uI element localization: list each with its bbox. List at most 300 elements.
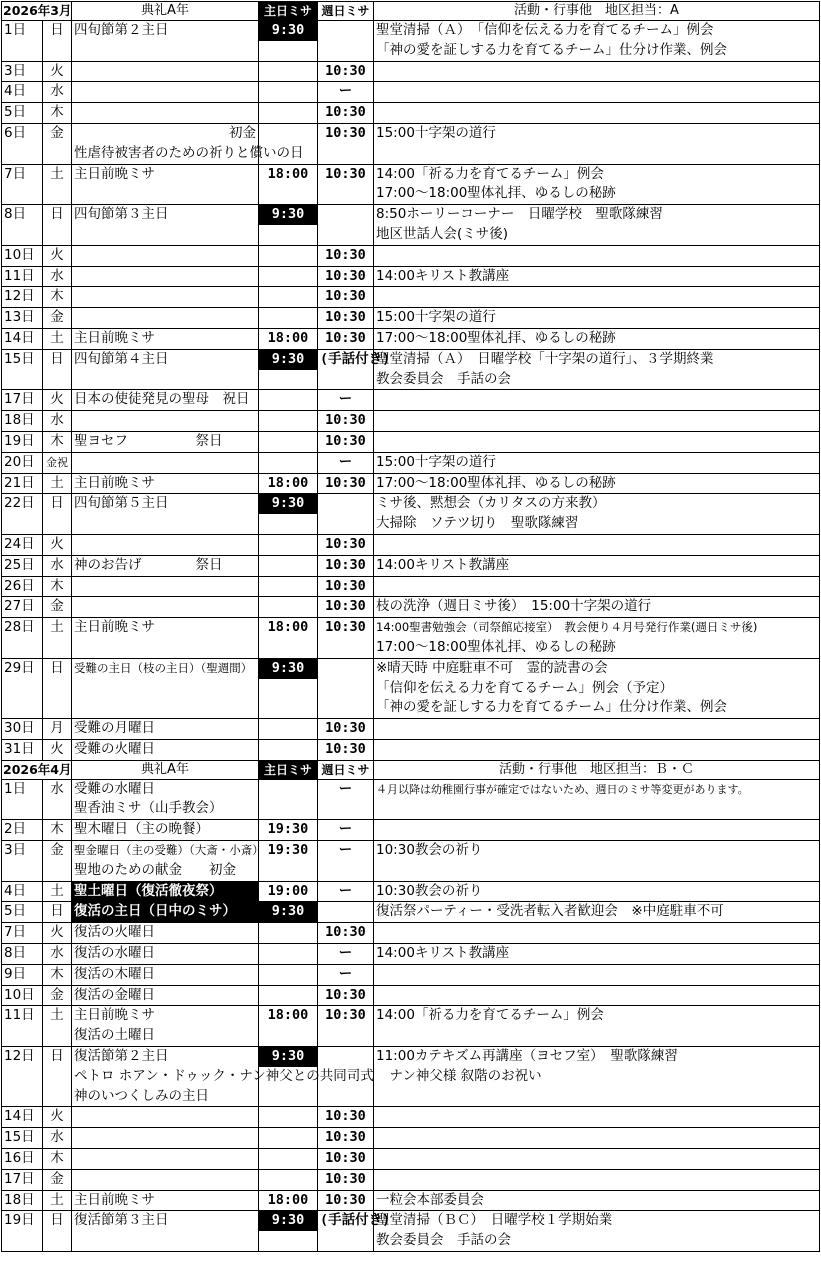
weekday-mass-time: 10:30 [318, 266, 374, 287]
date-cell: 7日 [2, 923, 43, 944]
date-cell: 17日 [2, 390, 43, 411]
date-cell: 20日 [2, 452, 43, 473]
activity-line [376, 577, 817, 597]
liturgy-line: 日本の使徒発見の聖母 祝日 [74, 391, 250, 408]
liturgy-cell [72, 534, 259, 555]
weekday-mass-time: 10:30 [318, 985, 374, 1006]
activity-line [376, 82, 817, 102]
activities-cell [374, 61, 820, 82]
liturgy-cell [72, 1190, 259, 1211]
sunday-mass-value [284, 1150, 292, 1166]
liturgy-cell [72, 390, 259, 411]
liturgy-line: 四旬節第３主日 [74, 206, 169, 223]
activity-line [376, 1128, 817, 1148]
activities-cell [374, 576, 820, 597]
activities-cell [374, 103, 820, 124]
sunday-mass-value [284, 125, 292, 141]
sunday-mass-value [284, 391, 292, 407]
activities-cell [374, 1149, 820, 1170]
sunday-mass-time [259, 555, 318, 576]
liturgy-cell [72, 881, 259, 902]
liturgy-cell [72, 1169, 259, 1190]
sunday-mass-value: 9:30 [259, 21, 317, 41]
activity-line: 聖堂清掃（ＢＣ） 日曜学校１学期始業 [376, 1212, 613, 1229]
weekday-cell: 土 [43, 1006, 72, 1047]
activity-line [376, 62, 817, 82]
sunday-mass-value: 18:00 [267, 1007, 309, 1024]
weekday-cell: 水 [43, 411, 72, 432]
weekday-cell: 金 [43, 841, 72, 882]
weekday-cell: 日 [43, 658, 72, 718]
weekday-mass-time: 10:30 [318, 1107, 374, 1128]
date-cell: 1日 [2, 779, 43, 820]
activity-line: 教会委員会 手話の会 [376, 370, 511, 387]
sunday-mass-value: 18:00 [267, 1191, 309, 1208]
activity-line: 8:50ホーリーコーナー 日曜学校 聖歌隊練習 [376, 206, 663, 223]
weekday-mass-time: ー [318, 881, 374, 902]
schedule-row [2, 739, 820, 760]
activities-cell [374, 597, 820, 618]
sunday-mass-value [284, 557, 292, 573]
date-cell: 15日 [2, 1128, 43, 1149]
activity-line: 14:00「祈る力を育てるチーム」例会 [376, 165, 604, 182]
activity-line: 14:00キリスト教講座 [376, 556, 510, 573]
date-cell: 3日 [2, 841, 43, 882]
sunday-mass-time [259, 411, 318, 432]
date-cell: 21日 [2, 473, 43, 494]
liturgy-cell [72, 452, 259, 473]
weekday-cell: 月 [43, 719, 72, 740]
sunday-mass-time [259, 881, 318, 902]
liturgy-line: 聖木曜日（主の晩餐） [74, 821, 209, 838]
weekday-mass-time: 10:30 [318, 308, 374, 329]
weekday-mass-time: 10:30 [318, 164, 374, 205]
date-cell: 14日 [2, 328, 43, 349]
schedule-row [2, 1047, 820, 1107]
weekday-cell: 木 [43, 964, 72, 985]
weekday-mass-time: 10:30 [318, 287, 374, 308]
activities-cell [374, 1128, 820, 1149]
activities-header: 活動・行事他 地区担当：A [374, 2, 820, 21]
schedule-row [2, 1211, 820, 1252]
liturgy-line: 復活節第３主日 [74, 1212, 169, 1229]
sunday-mass-time [259, 964, 318, 985]
date-cell: 25日 [2, 555, 43, 576]
liturgy-cell [72, 985, 259, 1006]
weekday-mass-time: ー [318, 452, 374, 473]
schedule-row [2, 328, 820, 349]
sunday-mass-value [284, 1129, 292, 1145]
sunday-mass-value: 9:30 [259, 350, 317, 370]
sunday-mass-time [259, 103, 318, 124]
sunday-mass-time [259, 452, 318, 473]
weekday-cell: 土 [43, 328, 72, 349]
date-cell: 3日 [2, 61, 43, 82]
sunday-mass-time [259, 287, 318, 308]
weekday-mass-time: ー [318, 779, 374, 820]
liturgy-cell [72, 494, 259, 535]
liturgy-cell [72, 473, 259, 494]
schedule-row [2, 473, 820, 494]
liturgy-cell [72, 902, 259, 923]
activity-line [376, 432, 817, 452]
weekday-mass-time: 10:30 [318, 1169, 374, 1190]
activities-cell [374, 534, 820, 555]
liturgy-line [74, 453, 256, 473]
activities-cell [374, 923, 820, 944]
schedule-row [2, 923, 820, 944]
liturgy-line: 主日前晩ミサ [74, 165, 155, 182]
schedule-row [2, 658, 820, 718]
liturgy-cell [72, 618, 259, 659]
weekday-cell: 火 [43, 534, 72, 555]
sunday-mass-value [284, 1108, 292, 1124]
date-cell: 29日 [2, 658, 43, 718]
schedule-row [2, 103, 820, 124]
activity-line: 「神の愛を証しする力を育てるチーム」仕分け作業、例会 [376, 41, 727, 58]
liturgy-cell [72, 21, 259, 62]
activity-line: 17:00～18:00聖体礼拝、ゆるしの秘跡 [376, 185, 616, 202]
liturgy-cell [72, 308, 259, 329]
weekday-cell: 木 [43, 103, 72, 124]
activity-line [376, 923, 817, 943]
weekday-mass-header: 週日ミサ [318, 2, 374, 21]
activities-cell [374, 985, 820, 1006]
activity-line [376, 390, 817, 410]
sunday-mass-time [259, 820, 318, 841]
schedule-row [2, 779, 820, 820]
schedule-row [2, 390, 820, 411]
activity-line [376, 411, 817, 431]
liturgy-line [74, 535, 256, 555]
activity-line: 17:00～18:00聖体礼拝、ゆるしの秘跡 [376, 329, 616, 346]
liturgy-cell [72, 123, 304, 164]
liturgy-cell [72, 328, 259, 349]
liturgy-cell [72, 739, 259, 760]
weekday-mass-time: 10:30 [318, 411, 374, 432]
liturgy-line: 聖香油ミサ（山手教会） [74, 800, 223, 817]
liturgy-cell [72, 555, 259, 576]
liturgy-line: 初金 [229, 124, 256, 141]
sunday-mass-value [284, 598, 292, 614]
liturgy-cell [72, 287, 259, 308]
sunday-mass-value [284, 924, 292, 940]
weekday-cell: 水 [43, 944, 72, 965]
weekday-cell: 金 [43, 597, 72, 618]
date-cell: 30日 [2, 719, 43, 740]
schedule-row [2, 245, 820, 266]
activity-line: 「神の愛を証しする力を育てるチーム」仕分け作業、例会 [376, 699, 727, 716]
activity-line: 一粒会本部委員会 [376, 1191, 484, 1208]
date-cell: 13日 [2, 308, 43, 329]
liturgy-cell [72, 944, 259, 965]
activity-line: 復活祭パーティー・受洗者転入者歓迎会 ※中庭駐車不可 [376, 903, 724, 920]
activities-cell [374, 494, 820, 535]
weekday-cell: 水 [43, 82, 72, 103]
sunday-mass-value [284, 966, 292, 982]
liturgical-year-header: 典礼A年 [72, 2, 259, 21]
activity-line: 10:30教会の祈り [376, 842, 483, 859]
activities-cell [374, 349, 820, 390]
date-cell: 28日 [2, 618, 43, 659]
liturgy-cell [72, 1006, 259, 1047]
date-cell: 9日 [2, 964, 43, 985]
date-cell: 1日 [2, 21, 43, 62]
date-cell: 11日 [2, 266, 43, 287]
liturgy-line: 受難の水曜日 [74, 780, 155, 797]
weekday-mass-time: 10:30 [318, 123, 374, 164]
schedule-row [2, 431, 820, 452]
activities-cell [374, 452, 820, 473]
date-cell: 19日 [2, 1211, 43, 1252]
activity-line [376, 246, 817, 266]
liturgy-line: 受難の主日（枝の主日）（聖週間） [74, 660, 253, 675]
sunday-mass-value [284, 741, 292, 757]
liturgy-line [74, 577, 256, 597]
weekday-cell: 土 [43, 618, 72, 659]
liturgy-line [74, 287, 256, 307]
activity-line [376, 103, 817, 123]
date-cell: 14日 [2, 1107, 43, 1128]
activity-line: 地区世話人会(ミサ後) [376, 225, 509, 242]
activities-cell [374, 739, 820, 760]
sunday-mass-time [259, 739, 318, 760]
liturgy-line: 聖土曜日（復活徹夜祭） [72, 882, 258, 902]
weekday-cell: 日 [43, 205, 72, 246]
activities-cell [374, 390, 820, 411]
sunday-mass-value: 9:30 [259, 205, 317, 225]
weekday-mass-time [318, 205, 374, 246]
activities-cell [374, 881, 820, 902]
weekday-mass-time: ー [318, 964, 374, 985]
weekday-mass-time: (手話付き) [318, 349, 374, 390]
liturgy-line: 四旬節第２主日 [74, 22, 169, 38]
activity-line: 大掃除 ソテツ切り 聖歌隊練習 [376, 515, 579, 532]
sunday-mass-value [284, 578, 292, 594]
date-cell: 27日 [2, 597, 43, 618]
weekday-mass-time: 10:30 [318, 1006, 374, 1047]
weekday-cell: 金 [43, 985, 72, 1006]
sunday-mass-value [284, 536, 292, 552]
schedule-row [2, 820, 820, 841]
liturgy-line: 四旬節第５主日 [74, 495, 169, 512]
weekday-cell: 木 [43, 431, 72, 452]
sunday-mass-time [259, 985, 318, 1006]
weekday-cell: 日 [43, 349, 72, 390]
liturgy-line: 神のいつくしみの主日 [74, 1087, 209, 1104]
liturgy-line: 復活の土曜日 [74, 1027, 155, 1044]
liturgy-line [74, 597, 256, 617]
schedule-row [2, 1128, 820, 1149]
date-cell: 18日 [2, 1190, 43, 1211]
activities-cell [374, 1190, 820, 1211]
activity-line: 「信仰を伝える力を育てるチーム」例会（予定） [376, 679, 673, 696]
liturgy-line: 四旬節第４主日 [74, 350, 169, 367]
weekday-mass-time: ー [318, 390, 374, 411]
activity-line [376, 1107, 817, 1127]
sunday-mass-header: 主日ミサ [259, 2, 318, 21]
sunday-mass-value [284, 781, 292, 797]
month-label: 2026年3月 [2, 2, 72, 21]
weekday-cell: 金 [43, 1169, 72, 1190]
date-cell: 22日 [2, 494, 43, 535]
schedule-row [2, 964, 820, 985]
schedule-row [2, 205, 820, 246]
liturgy-line: 神のお告げ 祭日 [74, 556, 223, 573]
sunday-mass-value: 19:00 [267, 882, 309, 899]
schedule-row [2, 494, 820, 535]
sunday-mass-time [259, 576, 318, 597]
schedule-row [2, 555, 820, 576]
sunday-mass-time [259, 1169, 318, 1190]
schedule-row [2, 82, 820, 103]
liturgy-line [74, 246, 256, 266]
liturgy-line: 復活節第２主日 [74, 1048, 169, 1065]
activities-cell [374, 266, 820, 287]
activities-cell [374, 123, 820, 164]
liturgy-line: 復活の水曜日 [74, 945, 155, 962]
weekday-mass-time: ー [318, 820, 374, 841]
march-section [2, 2, 820, 761]
liturgy-line: 復活の主日（日中のミサ） [72, 902, 258, 922]
date-cell: 12日 [2, 287, 43, 308]
liturgy-line [74, 1107, 256, 1127]
date-cell: 10日 [2, 245, 43, 266]
date-cell: 11日 [2, 1006, 43, 1047]
activity-line: 17:00～18:00聖体礼拝、ゆるしの秘跡 [376, 638, 616, 655]
activity-line: 14:00聖書勉強会（司祭館応接室） 教会便り４月号発行作業(週日ミサ後) [376, 620, 758, 635]
schedule-row [2, 1107, 820, 1128]
schedule-row [2, 719, 820, 740]
sunday-mass-value [284, 1171, 292, 1187]
sunday-mass-time [259, 618, 318, 659]
schedule-row [2, 349, 820, 390]
schedule-row [2, 597, 820, 618]
sunday-mass-time [259, 245, 318, 266]
sunday-mass-time [259, 1149, 318, 1170]
activity-line [376, 1170, 817, 1190]
weekday-cell: 水 [43, 266, 72, 287]
liturgy-line: 聖ヨセフ 祭日 [74, 432, 223, 449]
date-cell: 18日 [2, 411, 43, 432]
liturgy-line [74, 267, 256, 287]
date-cell: 12日 [2, 1047, 43, 1107]
liturgy-line: 聖金曜日（主の受難）（大斎・小斎） [74, 843, 264, 858]
schedule-row [2, 1006, 820, 1047]
liturgy-cell [72, 1211, 259, 1252]
liturgy-line: ペトロ ホアン・ドゥック・ナン神父との共同司式 [74, 1067, 374, 1084]
sunday-mass-value [284, 309, 292, 325]
activity-line: ミサ後、黙想会（カリタスの方来教） [376, 495, 606, 512]
schedule-row [2, 902, 820, 923]
weekday-mass-time: 10:30 [318, 618, 374, 659]
weekday-mass-time: ー [318, 82, 374, 103]
activities-cell [374, 245, 820, 266]
schedule-row [2, 944, 820, 965]
date-cell: 10日 [2, 985, 43, 1006]
date-cell: 5日 [2, 103, 43, 124]
sunday-mass-time [259, 21, 318, 62]
weekday-mass-time [318, 21, 374, 62]
activity-line: 14:00キリスト教講座 [376, 267, 510, 284]
activity-line: 17:00～18:00聖体礼拝、ゆるしの秘跡 [376, 474, 616, 491]
sunday-mass-value [284, 412, 292, 428]
weekday-mass-time: 10:30 [318, 473, 374, 494]
activity-line: 聖堂清掃（Ａ） 日曜学校「十字架の道行」、３学期終業 [376, 350, 714, 367]
activities-cell [374, 1107, 820, 1128]
weekday-cell: 水 [43, 1128, 72, 1149]
date-cell: 15日 [2, 349, 43, 390]
sunday-mass-time [259, 349, 318, 390]
liturgy-cell [72, 658, 259, 718]
sunday-mass-value [284, 268, 292, 284]
liturgy-line [74, 103, 256, 123]
activity-line: 15:00十字架の道行 [376, 124, 496, 141]
liturgy-line [74, 62, 256, 82]
liturgy-cell [72, 923, 259, 944]
sunday-mass-time [259, 1107, 318, 1128]
sunday-mass-value: 9:30 [259, 902, 317, 922]
liturgy-cell [72, 719, 259, 740]
weekday-cell: 火 [43, 923, 72, 944]
weekday-mass-time: ー [318, 944, 374, 965]
activities-cell [374, 308, 820, 329]
activity-line: 枝の洗浄（週日ミサ後） 15:00十字架の道行 [376, 598, 652, 615]
liturgy-line [74, 1170, 256, 1190]
sunday-mass-value: 18:00 [267, 619, 309, 636]
weekday-mass-time [318, 658, 374, 718]
activities-cell [374, 205, 820, 246]
weekday-cell: 火 [43, 61, 72, 82]
date-cell: 2日 [2, 820, 43, 841]
april-section [2, 760, 820, 1251]
weekday-cell: 木 [43, 1149, 72, 1170]
sunday-mass-time [259, 61, 318, 82]
sunday-mass-value: 9:30 [259, 659, 317, 679]
weekday-mass-time: 10:30 [318, 431, 374, 452]
march-header-row [2, 2, 820, 21]
activities-cell [374, 902, 820, 923]
date-cell: 8日 [2, 944, 43, 965]
sunday-mass-value: 18:00 [267, 329, 309, 346]
date-cell: 4日 [2, 881, 43, 902]
sunday-mass-time [259, 266, 318, 287]
weekday-mass-time: ー [318, 841, 374, 882]
sunday-mass-time [259, 597, 318, 618]
activities-cell [374, 82, 820, 103]
schedule-row [2, 411, 820, 432]
date-cell: 17日 [2, 1169, 43, 1190]
sunday-mass-value: 9:30 [259, 1211, 317, 1231]
activity-line [376, 740, 817, 760]
liturgy-line: 復活の木曜日 [74, 965, 155, 982]
activities-cell [374, 841, 820, 882]
weekday-cell: 日 [43, 902, 72, 923]
sunday-mass-value [284, 945, 292, 961]
sunday-mass-value [284, 288, 292, 304]
activities-cell [374, 1006, 820, 1047]
sunday-mass-time [259, 164, 318, 205]
schedule-row [2, 534, 820, 555]
date-cell: 19日 [2, 431, 43, 452]
activities-cell [374, 1047, 820, 1107]
liturgy-cell [72, 266, 259, 287]
weekday-cell: 金 [43, 308, 72, 329]
activity-line: 14:00キリスト教講座 [376, 945, 510, 962]
month-label: 2026年4月 [2, 760, 72, 779]
date-cell: 5日 [2, 902, 43, 923]
weekday-cell: 土 [43, 881, 72, 902]
